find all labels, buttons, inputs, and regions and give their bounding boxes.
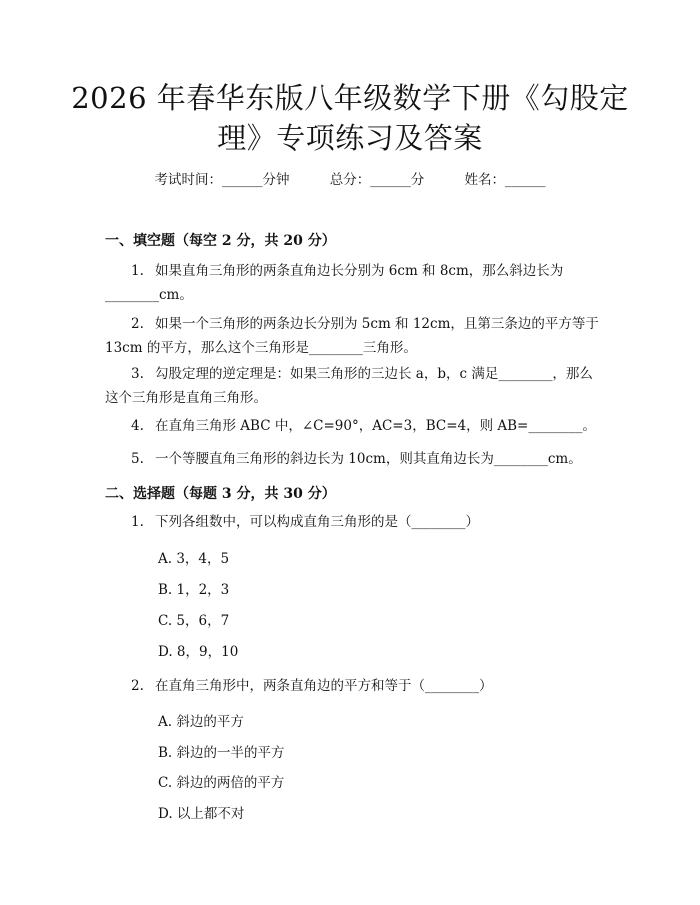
question-text: 在直角三角形中，两条直角边的平方和等于（________）	[155, 678, 493, 694]
question-text: 勾股定理的逆定理是：如果三角形的三边长 a，b，c 满足________，那么这个三角形是直角三角形。	[105, 366, 593, 406]
title-line-1: 2026 年春华东版八年级数学下册《勾股定	[71, 81, 629, 115]
question-number: 1.	[131, 263, 144, 279]
fill-question-5	[105, 447, 600, 471]
choice-1-option-c: C. 5，6，7	[158, 613, 230, 629]
choice-2-option-b: B. 斜边的一半的平方	[158, 745, 285, 761]
section-fill-in-heading: 一、填空题（每空 2 分，共 20 分）	[105, 233, 336, 249]
exam-time-field: 考试时间：______分钟	[154, 172, 290, 188]
choice-1-option-d: D. 8，9，10	[158, 644, 239, 660]
question-number: 1.	[131, 514, 144, 530]
question-number: 5.	[131, 451, 144, 467]
question-text: 一个等腰直角三角形的斜边长为 10cm，则其直角边长为________cm。	[155, 451, 582, 467]
fill-question-2	[105, 312, 600, 360]
choice-1-option-a: A. 3，4，5	[158, 551, 230, 567]
question-text: 如果一个三角形的两条边长分别为 5cm 和 12cm，且第三条边的平方等于 13cm 的平方，那么这个三角形是________三角形。	[105, 316, 599, 356]
total-score-field: 总分：______分	[329, 172, 425, 188]
fill-question-4	[105, 414, 600, 438]
fill-question-3	[105, 362, 600, 410]
choice-question-1	[105, 510, 600, 534]
question-number: 3.	[131, 366, 144, 382]
question-number: 2.	[131, 678, 144, 694]
choice-1-option-b: B. 1，2，3	[158, 582, 230, 598]
document-title	[0, 78, 700, 158]
section-multiple-choice-heading: 二、选择题（每题 3 分，共 30 分）	[105, 486, 336, 502]
title-line-2: 理》专项练习及答案	[217, 121, 483, 155]
question-text: 在直角三角形 ABC 中，∠C=90°，AC=3，BC=4，则 AB=________。	[155, 418, 596, 434]
choice-2-option-d: D. 以上都不对	[158, 806, 245, 822]
choice-2-option-a: A. 斜边的平方	[158, 714, 244, 730]
question-number: 4.	[131, 418, 144, 434]
choice-question-2	[105, 674, 600, 698]
question-text: 如果直角三角形的两条直角边长分别为 6cm 和 8cm，那么斜边长为________cm。	[105, 263, 564, 303]
exam-info-row	[0, 168, 700, 188]
question-number: 2.	[131, 316, 144, 332]
question-text: 下列各组数中，可以构成直角三角形的是（________）	[155, 514, 479, 530]
fill-question-1	[105, 259, 600, 307]
student-name-field: 姓名：______	[464, 172, 546, 188]
choice-2-option-c: C. 斜边的两倍的平方	[158, 775, 285, 791]
